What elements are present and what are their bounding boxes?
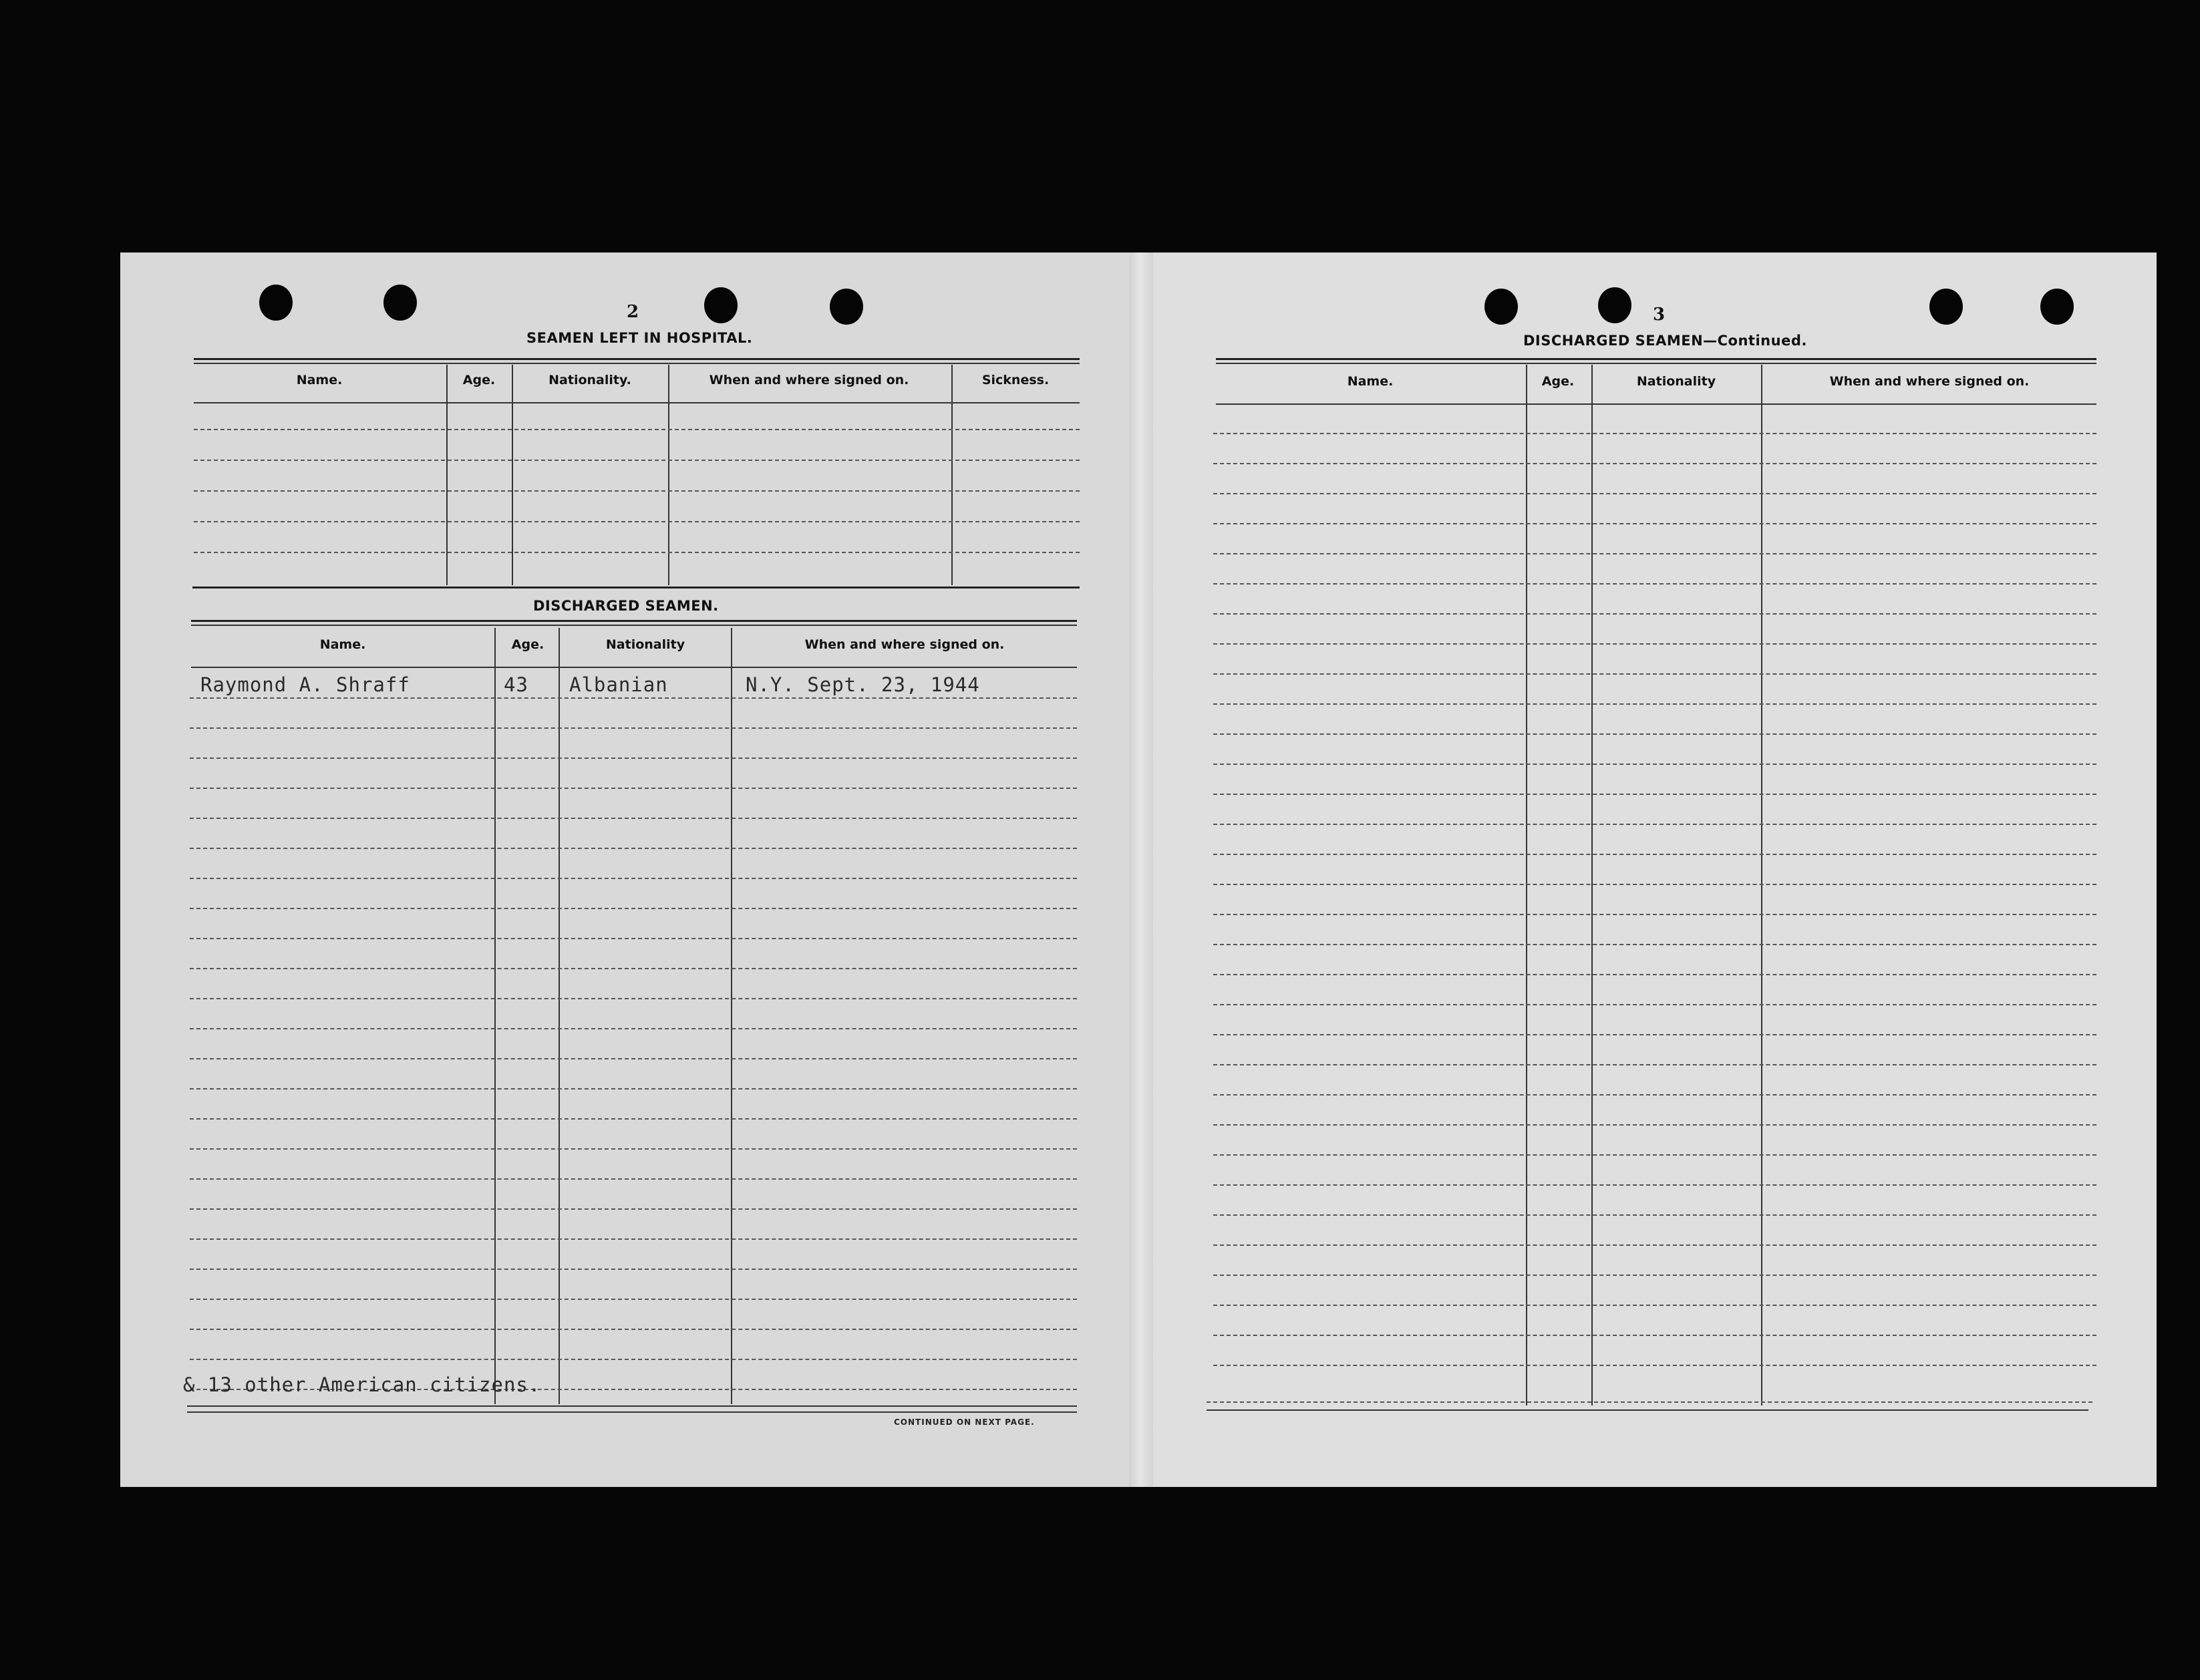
- column-divider: [559, 628, 560, 1404]
- row-line: [190, 727, 1077, 729]
- continued-col-nationality: Nationality: [1636, 374, 1716, 389]
- row-line: [1213, 1214, 2096, 1216]
- row-line: [190, 848, 1077, 849]
- row-line: [190, 1238, 1077, 1240]
- continued-col-signed-on: When and where signed on.: [1829, 374, 2030, 389]
- row-line: [1213, 1124, 2096, 1126]
- column-divider: [1591, 365, 1593, 1405]
- left-page: [120, 253, 1142, 1487]
- row-line: [190, 1178, 1077, 1180]
- row-line: [1213, 1305, 2096, 1306]
- rule: [194, 402, 1080, 403]
- row-line: [194, 490, 1080, 492]
- row-line: [1213, 553, 2096, 554]
- rule: [192, 586, 1080, 589]
- row-line: [190, 1028, 1077, 1029]
- row-line: [1213, 854, 2096, 855]
- rule: [187, 1405, 1077, 1407]
- row-line: [1207, 1401, 2092, 1403]
- row-line: [1213, 673, 2096, 675]
- book-gutter: [1129, 253, 1153, 1487]
- discharged-col-age: Age.: [511, 637, 544, 652]
- page-number-left: 2: [627, 302, 639, 322]
- discharged-row-age: 43: [504, 673, 528, 696]
- continued-col-name: Name.: [1347, 374, 1394, 389]
- row-line: [1213, 703, 2096, 705]
- row-line: [1213, 643, 2096, 645]
- hospital-col-sickness: Sickness.: [981, 373, 1050, 387]
- row-line: [1213, 794, 2096, 795]
- row-line: [190, 1058, 1077, 1059]
- punch-hole: [1484, 289, 1518, 325]
- row-line: [190, 697, 1077, 699]
- row-line: [1213, 523, 2096, 524]
- continued-col-age: Age.: [1541, 374, 1575, 389]
- discharged-note: & 13 other American citizens.: [183, 1373, 541, 1396]
- row-line: [190, 1088, 1077, 1089]
- row-line: [1213, 1335, 2096, 1336]
- punch-hole: [830, 289, 863, 325]
- discharged-row-name: Raymond A. Shraff: [200, 673, 410, 696]
- discharged-col-name: Name.: [319, 637, 366, 652]
- row-line: [190, 818, 1077, 819]
- rule: [1216, 403, 2096, 405]
- right-page: [1136, 253, 2157, 1487]
- rule: [1207, 1409, 2088, 1411]
- row-line: [194, 521, 1080, 522]
- row-line: [190, 908, 1077, 909]
- column-divider: [1526, 365, 1527, 1405]
- row-line: [1213, 733, 2096, 735]
- punch-hole: [259, 285, 293, 321]
- row-line: [194, 552, 1080, 553]
- discharged-section-title: DISCHARGED SEAMEN.: [533, 598, 719, 614]
- row-line: [1213, 1244, 2096, 1246]
- row-line: [1213, 1034, 2096, 1035]
- continued-footer: CONTINUED ON NEXT PAGE.: [894, 1417, 1035, 1427]
- row-line: [190, 1118, 1077, 1120]
- punch-hole: [1598, 287, 1631, 323]
- hospital-col-nationality: Nationality.: [548, 373, 631, 387]
- row-line: [1213, 1365, 2096, 1366]
- hospital-col-age: Age.: [462, 373, 496, 387]
- discharged-row-signed-on: N.Y. Sept. 23, 1944: [746, 673, 980, 696]
- row-line: [190, 878, 1077, 879]
- column-divider: [1761, 365, 1762, 1405]
- hospital-section-title: SEAMEN LEFT IN HOSPITAL.: [526, 330, 753, 346]
- rule: [1216, 358, 2096, 360]
- row-line: [190, 938, 1077, 939]
- row-line: [1213, 1275, 2096, 1276]
- row-line: [1213, 1004, 2096, 1005]
- row-line: [1213, 944, 2096, 945]
- row-line: [1213, 1154, 2096, 1156]
- discharged-continued-title: DISCHARGED SEAMEN—Continued.: [1523, 333, 1807, 349]
- hospital-col-name: Name.: [296, 373, 343, 387]
- row-line: [1213, 1184, 2096, 1186]
- row-line: [1213, 974, 2096, 975]
- row-line: [1213, 1094, 2096, 1096]
- punch-hole: [383, 285, 417, 321]
- rule: [194, 363, 1080, 364]
- rule: [191, 620, 1077, 622]
- rule: [187, 1411, 1077, 1413]
- row-line: [190, 1208, 1077, 1210]
- discharged-col-nationality: Nationality: [605, 637, 685, 652]
- row-line: [194, 460, 1080, 461]
- row-line: [190, 758, 1077, 759]
- punch-hole: [2040, 289, 2074, 325]
- row-line: [1213, 764, 2096, 765]
- row-line: [1213, 884, 2096, 885]
- hospital-col-signed-on: When and where signed on.: [709, 373, 909, 387]
- rule: [194, 358, 1080, 360]
- rule: [191, 625, 1077, 626]
- row-line: [1213, 463, 2096, 464]
- column-divider: [494, 628, 496, 1404]
- row-line: [1213, 433, 2096, 434]
- row-line: [1213, 914, 2096, 915]
- row-line: [1213, 493, 2096, 494]
- row-line: [1213, 1064, 2096, 1065]
- row-line: [190, 1269, 1077, 1270]
- row-line: [190, 1329, 1077, 1330]
- row-line: [190, 1148, 1077, 1150]
- row-line: [1213, 613, 2096, 615]
- discharged-col-signed-on: When and where signed on.: [804, 637, 1005, 652]
- row-line: [194, 429, 1080, 430]
- rule: [1216, 363, 2096, 364]
- row-line: [1213, 583, 2096, 584]
- row-line: [1213, 824, 2096, 825]
- row-line: [190, 1359, 1077, 1360]
- punch-hole: [1929, 289, 1963, 325]
- row-line: [190, 998, 1077, 999]
- rule: [191, 667, 1077, 668]
- punch-hole: [704, 287, 738, 323]
- discharged-row-nationality: Albanian: [569, 673, 668, 696]
- page-number-right: 3: [1653, 305, 1666, 325]
- row-line: [190, 788, 1077, 789]
- column-divider: [731, 628, 732, 1404]
- row-line: [190, 1299, 1077, 1300]
- row-line: [190, 968, 1077, 969]
